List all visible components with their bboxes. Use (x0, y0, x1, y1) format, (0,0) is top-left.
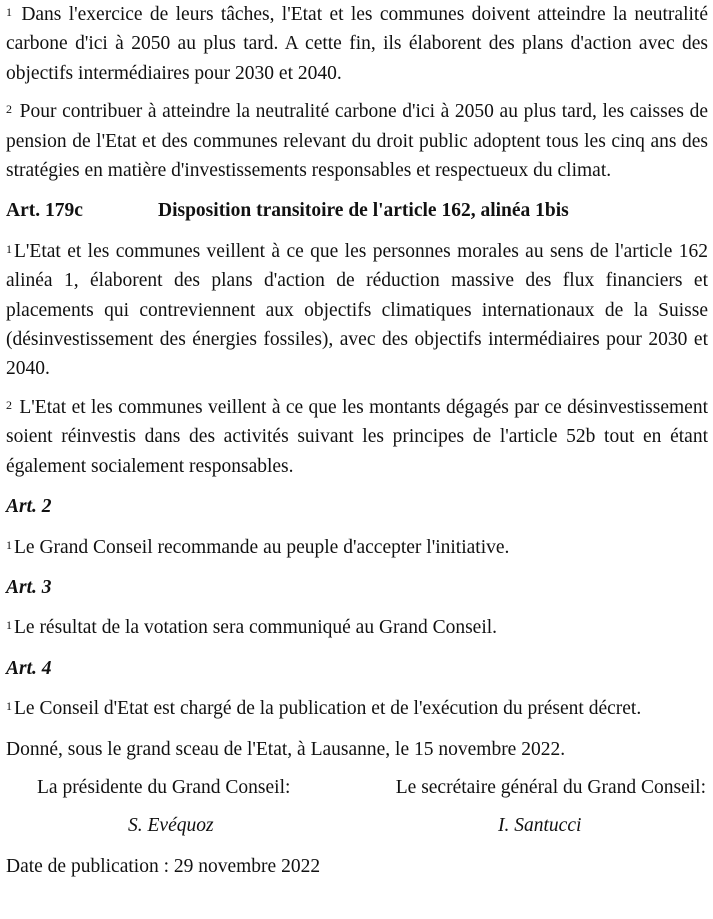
article-3-title: Art. 3 (6, 576, 52, 598)
paragraph-article-2 (6, 533, 708, 562)
left-signatory-role: La présidente du Grand Conseil: (37, 776, 291, 798)
footnote-number: 1 (6, 699, 12, 714)
paragraph-text: Le résultat de la votation sera communiqué au Grand Conseil. (14, 617, 498, 639)
footnote-number: 1 (6, 241, 12, 256)
signature-roles (6, 773, 708, 802)
footnote-number: 2 (6, 102, 12, 117)
paragraph-pension-funds (6, 97, 708, 185)
publication-date: Date de publication : 29 novembre 2022 (6, 855, 321, 877)
paragraph-text: L'Etat et les communes veillent à ce que les montants dégagés par ce désinvestissement soient réinvestis dans des activités suivant les principes de l'article 52b tout en étant également socialement responsables. (6, 396, 708, 477)
paragraph-text: Pour contribuer à atteindre la neutralité carbone d'ici à 2050 au plus tard, les caisses de pension de l'Etat et des communes relevant du droit public adoptent tous les cinq ans des stratégies en matière d'investissements responsables et respectueux du climat. (6, 101, 708, 182)
article-title: Disposition transitoire de l'article 162, alinéa 1bis (158, 200, 569, 222)
paragraph-text: L'Etat et les communes veillent à ce que les personnes morales au sens de l'article 162 alinéa 1, élaborent des plans d'action de réduction massive des flux financiers et placements qui contreviennent aux objectifs climatiques internationaux de la Suisse (désinvestissement des énergies fossiles), avec des objectifs intermédiaires pour 2030 et 2040. (6, 240, 708, 380)
paragraph-text: Le Grand Conseil recommande au peuple d'accepter l'initiative. (14, 536, 510, 558)
paragraph-text: Le Conseil d'Etat est chargé de la publication et de l'exécution du présent décret. (14, 698, 642, 720)
article-heading (6, 196, 708, 225)
article-number: Art. 179c (6, 200, 83, 222)
footnote-number: 1 (6, 618, 12, 633)
paragraph-neutrality (6, 0, 708, 88)
footnote-number: 2 (6, 397, 12, 412)
article-2-title: Art. 2 (6, 496, 52, 518)
right-signatory-name: I. Santucci (498, 815, 582, 837)
paragraph-divestment (6, 237, 708, 384)
given-statement: Donné, sous le grand sceau de l'Etat, à Lausanne, le 15 novembre 2022. (6, 738, 566, 760)
paragraph-article-3 (6, 613, 708, 642)
paragraph-reinvestment (6, 393, 708, 481)
paragraph-article-4 (6, 694, 708, 723)
footnote-number: 1 (6, 5, 12, 19)
signature-names (6, 811, 708, 840)
left-signatory-name: S. Evéquoz (128, 815, 214, 837)
article-4-title: Art. 4 (6, 657, 52, 679)
paragraph-text: Dans l'exercice de leurs tâches, l'Etat et les communes doivent atteindre la neutralité carbone d'ici à 2050 au plus tard. A cette fin, ils élaborent des plans d'action avec des objectifs intermédiaires pour 2030 et 2040. (6, 4, 708, 84)
footnote-number: 1 (6, 537, 12, 552)
right-signatory-role: Le secrétaire général du Grand Conseil: (395, 776, 706, 798)
